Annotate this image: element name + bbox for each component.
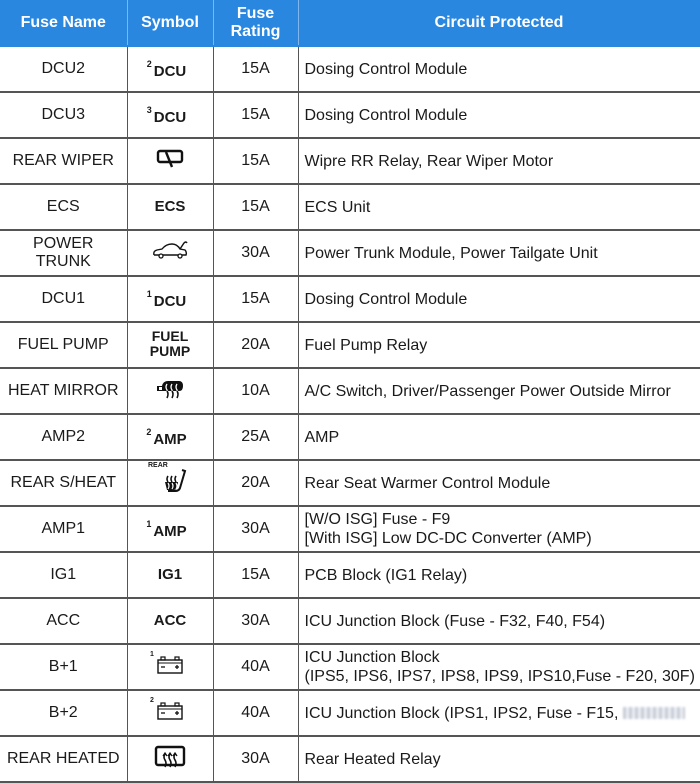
rear-seat-heater-icon: REAR	[162, 468, 188, 499]
fuse-rating: 15A	[213, 184, 298, 230]
fuse-rating: 15A	[213, 138, 298, 184]
ecs-symbol: ECS	[154, 198, 186, 215]
amp-symbol: 2 AMP	[146, 426, 187, 448]
fuse-rating: 15A	[213, 92, 298, 138]
circuit-protected: Rear Seat Warmer Control Module	[298, 460, 700, 506]
circuit-protected: A/C Switch, Driver/Passenger Power Outside Mirror	[298, 368, 700, 414]
circuit-protected: Dosing Control Module	[298, 46, 700, 92]
table-row	[0, 230, 700, 276]
fuse-symbol	[127, 690, 213, 736]
fuse-rating: 15A	[213, 552, 298, 598]
fuse-rating: 20A	[213, 322, 298, 368]
circuit-protected: Power Trunk Module, Power Tailgate Unit	[298, 230, 700, 276]
fuse-symbol	[127, 184, 213, 230]
fuse-rating: 15A	[213, 276, 298, 322]
table-row	[0, 368, 700, 414]
header-fuse-name: Fuse Name	[0, 0, 127, 46]
fuse-symbol	[127, 736, 213, 782]
table-row	[0, 736, 700, 782]
circuit-protected: ICU Junction Block (Fuse - F32, F40, F54)	[298, 598, 700, 644]
fuel-pump-symbol: FUEL PUMP	[149, 328, 191, 359]
fuse-symbol	[127, 322, 213, 368]
header-fuse-rating	[213, 0, 298, 46]
table-row	[0, 598, 700, 644]
fuse-symbol	[127, 506, 213, 552]
fuse-symbol	[127, 414, 213, 460]
fuse-name: DCU1	[0, 276, 127, 322]
table-row	[0, 276, 700, 322]
circuit-protected: ICU Junction Block (IPS5, IPS6, IPS7, IPS8, IPS9, IPS10,Fuse - F20, 30F)	[298, 644, 700, 690]
table-row	[0, 644, 700, 690]
fuse-symbol	[127, 598, 213, 644]
fuse-symbol	[127, 276, 213, 322]
circuit-protected: ICU Junction Block (IPS1, IPS2, Fuse - F15,	[298, 690, 700, 736]
fuse-rating: 10A	[213, 368, 298, 414]
fuse-rating: 30A	[213, 506, 298, 552]
fuse-name: B+1	[0, 644, 127, 690]
fuse-symbol	[127, 460, 213, 506]
fuse-name: ACC	[0, 598, 127, 644]
fuse-rating: 40A	[213, 644, 298, 690]
dcu-symbol: 3 DCU	[146, 104, 187, 126]
table-row	[0, 184, 700, 230]
fuse-symbol	[127, 230, 213, 276]
watermark-overlay	[623, 707, 685, 719]
fuse-name: REAR WIPER	[0, 138, 127, 184]
table-row	[0, 506, 700, 552]
fuse-name: ECS	[0, 184, 127, 230]
battery-icon: 2	[156, 701, 184, 726]
fuse-symbol	[127, 552, 213, 598]
circuit-protected: AMP	[298, 414, 700, 460]
table-header	[0, 0, 700, 46]
fuse-rating: 40A	[213, 690, 298, 736]
fuse-symbol	[127, 138, 213, 184]
fuse-name: DCU2	[0, 46, 127, 92]
circuit-protected: PCB Block (IG1 Relay)	[298, 552, 700, 598]
fuse-symbol	[127, 46, 213, 92]
rear-defroster-icon	[154, 745, 186, 774]
fuse-name: HEAT MIRROR	[0, 368, 127, 414]
circuit-protected: Dosing Control Module	[298, 92, 700, 138]
fuse-rating: 30A	[213, 230, 298, 276]
circuit-protected: Fuel Pump Relay	[298, 322, 700, 368]
header-fuse-rating-line2: Rating	[230, 22, 281, 40]
fuse-name: B+2	[0, 690, 127, 736]
table-row	[0, 46, 700, 92]
table-row	[0, 138, 700, 184]
table-row	[0, 414, 700, 460]
table-row	[0, 552, 700, 598]
ig1-symbol: IG1	[157, 566, 183, 583]
power-trunk-icon	[151, 240, 189, 267]
fuse-symbol	[127, 644, 213, 690]
rear-wiper-icon	[156, 149, 184, 174]
header-symbol: Symbol	[127, 0, 213, 46]
fuse-name: DCU3	[0, 92, 127, 138]
fuse-name: AMP1	[0, 506, 127, 552]
dcu-symbol: 2 DCU	[146, 58, 187, 80]
amp-symbol: 1 AMP	[146, 518, 187, 540]
fuse-rating: 15A	[213, 46, 298, 92]
circuit-protected: ECS Unit	[298, 184, 700, 230]
fuse-name: FUEL PUMP	[0, 322, 127, 368]
circuit-protected: [W/O ISG] Fuse - F9 [With ISG] Low DC-DC Converter (AMP)	[298, 506, 700, 552]
fuse-name: AMP2	[0, 414, 127, 460]
heated-mirror-icon	[155, 378, 185, 405]
table-row	[0, 690, 700, 736]
fuse-rating: 30A	[213, 598, 298, 644]
circuit-protected: Wipre RR Relay, Rear Wiper Motor	[298, 138, 700, 184]
fuse-rating: 30A	[213, 736, 298, 782]
fuse-name: REAR HEATED	[0, 736, 127, 782]
circuit-protected: Dosing Control Module	[298, 276, 700, 322]
battery-icon: 1	[156, 655, 184, 680]
fuse-name: REAR S/HEAT	[0, 460, 127, 506]
header-circuit-protected: Circuit Protected	[298, 0, 700, 46]
table-row	[0, 92, 700, 138]
fuse-rating: 25A	[213, 414, 298, 460]
table-row	[0, 322, 700, 368]
header-fuse-rating-line1: Fuse	[236, 4, 275, 22]
circuit-protected: Rear Heated Relay	[298, 736, 700, 782]
fuse-symbol	[127, 92, 213, 138]
fuse-name: IG1	[0, 552, 127, 598]
dcu-symbol: 1 DCU	[146, 288, 187, 310]
acc-symbol: ACC	[153, 612, 187, 629]
fuse-symbol	[127, 368, 213, 414]
table-row	[0, 460, 700, 506]
fuse-name: POWER TRUNK	[0, 230, 127, 276]
fuse-rating: 20A	[213, 460, 298, 506]
